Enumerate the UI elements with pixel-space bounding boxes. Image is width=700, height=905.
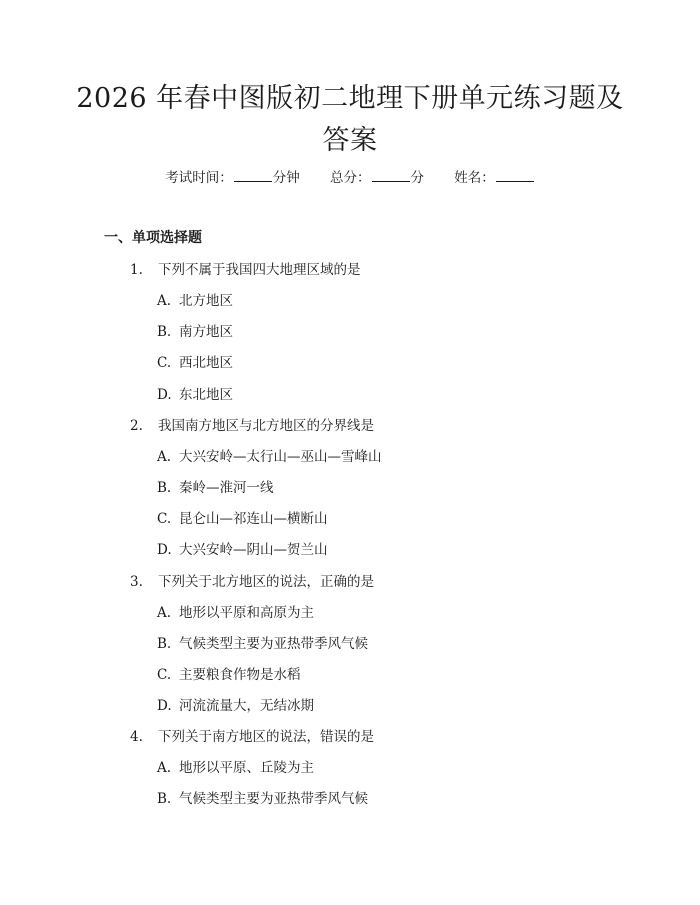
option-text: 主要粮食作物是水稻 [179,666,301,683]
option-letter: C. [157,511,172,528]
answer-option [0,789,700,820]
question-text: 下列关于南方地区的说法，错误的是 [158,729,374,746]
question-stem [0,572,700,603]
section-heading: 一、单项选择题 [104,230,202,246]
document-title-line2: 答案 [322,125,378,156]
option-letter: D. [157,386,172,403]
question-item [0,260,700,416]
question-item [0,572,700,728]
answer-option [0,665,700,696]
option-letter: B. [157,791,172,808]
answer-option [0,603,700,634]
option-letter: B. [157,635,172,652]
option-text: 气候类型主要为亚热带季风气候 [179,791,368,808]
option-letter: D. [157,542,172,559]
total-score-label: 总分： [330,170,371,186]
option-letter: B. [157,324,172,341]
student-name-field [454,168,535,188]
question-text: 下列关于北方地区的说法，正确的是 [158,573,374,590]
exam-time-field [165,168,300,188]
question-list [0,260,700,821]
option-text: 南方地区 [179,324,233,341]
answer-option [0,540,700,571]
option-text: 大兴安岭—太行山—巫山—雪峰山 [179,448,382,465]
question-stem [0,260,700,291]
question-text: 下列不属于我国四大地理区域的是 [158,262,361,278]
total-score-unit: 分 [410,170,424,186]
exam-time-label: 考试时间： [165,170,233,186]
option-text: 东北地区 [179,386,233,403]
option-text: 北方地区 [179,293,233,309]
option-letter: D. [157,698,172,715]
total-score-field [330,168,424,188]
answer-option [0,353,700,384]
total-score-blank [372,169,410,182]
document-title [60,78,640,162]
question-stem [0,727,700,758]
option-text: 地形以平原和高原为主 [179,604,314,621]
question-number: 1. [130,262,143,278]
option-letter: A. [157,293,172,309]
student-name-label: 姓名： [454,170,495,186]
option-text: 昆仑山—祁连山—横断山 [179,511,328,528]
option-letter: C. [157,666,172,683]
question-number: 3. [130,573,143,590]
question-number: 2. [130,417,143,434]
answer-option [0,758,700,789]
option-letter: B. [157,479,172,496]
document-title-line1: 2026 年春中图版初二地理下册单元练习题及 [76,83,624,114]
exam-time-blank [234,169,272,182]
option-text: 河流流量大，无结冰期 [179,698,314,715]
answer-option [0,509,700,540]
option-letter: C. [157,355,172,372]
option-text: 气候类型主要为亚热带季风气候 [179,635,368,652]
question-stem [0,416,700,447]
option-text: 秦岭—淮河一线 [179,479,274,496]
answer-option [0,322,700,353]
answer-option [0,291,700,322]
answer-option [0,634,700,665]
option-text: 大兴安岭—阴山—贺兰山 [179,542,328,559]
question-item [0,416,700,572]
exam-meta-line [0,168,700,188]
option-letter: A. [157,448,172,465]
question-number: 4. [130,729,143,746]
option-text: 西北地区 [179,355,233,372]
answer-option [0,447,700,478]
question-text: 我国南方地区与北方地区的分界线是 [158,417,374,434]
exam-time-unit: 分钟 [272,170,300,186]
option-letter: A. [157,760,172,777]
question-item [0,727,700,820]
option-text: 地形以平原、丘陵为主 [179,760,314,777]
option-letter: A. [157,604,172,621]
answer-option [0,696,700,727]
answer-option [0,385,700,416]
student-name-blank [496,169,534,182]
answer-option [0,478,700,509]
